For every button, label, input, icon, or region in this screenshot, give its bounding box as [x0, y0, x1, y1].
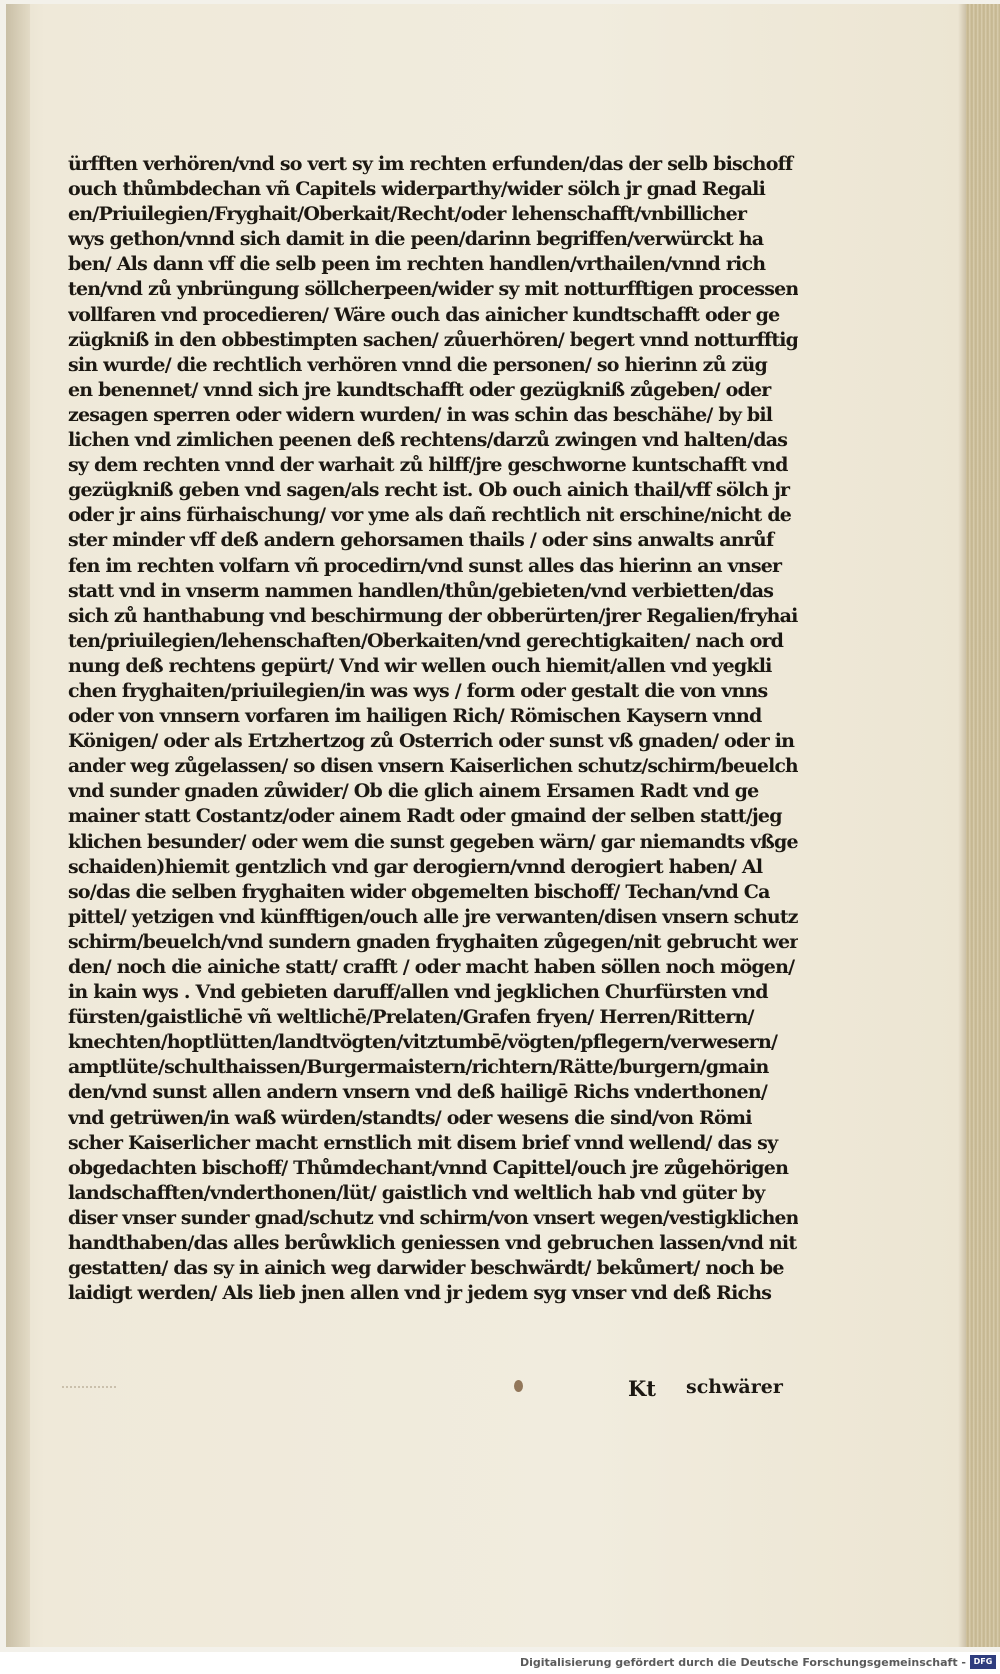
text-line: wys gethon/vnnd sich damit in die peen/darinn begriffen/verwürckt ha: [68, 228, 764, 251]
text-line: in kain wys . Vnd gebieten daruff/allen vnd jegklichen Churfürsten vnd: [68, 981, 768, 1004]
text-line: vnd sunder gnaden zůwider/ Ob die glich ainem Ersamen Radt vnd ge: [68, 780, 759, 803]
text-line: fürsten/gaistlichē vñ weltlichē/Prelaten/Grafen fryen/ Herren/Rittern/: [68, 1006, 754, 1029]
text-line: ten/priuilegien/lehenschaften/Oberkaiten/vnd gerechtigkaiten/ nach ord: [68, 629, 784, 652]
text-line: oder jr ains fürhaischung/ vor yme als dañ rechtlich nit erschine/nicht de: [68, 504, 792, 527]
text-block: [68, 152, 798, 1306]
text-line: ben/ Als dann vff die selb peen im rechten handlen/vrthailen/vnnd rich: [68, 253, 766, 276]
text-line: handthaben/das alles berůwklich geniessen vnd gebruchen lassen/vnd nit: [68, 1232, 797, 1255]
text-line: laidigt werden/ Als lieb jnen allen vnd jr jedem syg vnser vnd deß Richs: [68, 1282, 772, 1305]
text-line: pittel/ yetzigen vnd künfftigen/ouch alle jre verwanten/disen vnsern schutz: [68, 905, 798, 928]
dfg-logo: DFG: [970, 1655, 996, 1669]
catchword: schwärer: [686, 1376, 783, 1398]
book-page: [6, 4, 966, 1647]
text-line: chen fryghaiten/priuilegien/in was wys / form oder gestalt die von vnns: [68, 679, 768, 702]
text-line: fen im rechten volfarn vñ procedirn/vnd sunst alles das hierinn an vnser: [68, 554, 782, 577]
text-line: ster minder vff deß andern gehorsamen thails / oder sins anwalts anrůf: [68, 529, 774, 552]
text-line: sy dem rechten vnnd der warhait zů hilff/jre geschworne kuntschafft vnd: [68, 454, 788, 477]
catchword-row: [6, 1376, 966, 1406]
footer-bar: [0, 1652, 1000, 1674]
text-line: en/Priuilegien/Fryghait/Oberkait/Recht/oder lehenschafft/vnbillicher: [68, 203, 747, 226]
text-line: schirm/beuelch/vnd sundern gnaden fryghaiten zůgegen/nit gebrucht wer: [68, 930, 798, 953]
text-line: obgedachten bischoff/ Thůmdechant/vnnd Capittel/ouch jre zůgehörigen: [68, 1156, 789, 1179]
text-line: en benennet/ vnnd sich jre kundtschafft oder gezügkniß zůgeben/ oder: [68, 378, 771, 401]
text-line: ten/vnd zů ynbrüngung söllcherpeen/wider sy mit notturfftigen processen: [68, 278, 798, 301]
text-line: ouch thůmbdechan vñ Capitels widerparthy/wider sölch jr gnad Regali: [68, 178, 765, 201]
text-line: ander weg zůgelassen/ so disen vnsern Kaiserlichen schutz/schirm/beuelch: [68, 755, 798, 778]
text-line: ürfften verhören/vnd so vert sy im rechten erfunden/das der selb bischoff: [68, 153, 793, 175]
text-line: lichen vnd zimlichen peenen deß rechtens/darzů zwingen vnd halten/das: [68, 429, 788, 452]
text-line: oder von vnnsern vorfaren im hailigen Rich/ Römischen Kaysern vnnd: [68, 705, 762, 728]
text-line: vollfaren vnd procedieren/ Wäre ouch das ainicher kundtschafft oder ge: [68, 303, 780, 326]
text-line: landschafften/vnderthonen/lüt/ gaistlich vnd weltlich hab vnd güter by: [68, 1181, 765, 1204]
text-line: sich zů hanthabung vnd beschirmung der obberürten/jrer Regalien/fryhai: [68, 604, 798, 627]
text-line: so/das die selben fryghaiten wider obgemelten bischoff/ Techan/vnd Ca: [68, 880, 770, 903]
text-line: mainer statt Costantz/oder ainem Radt oder gmaind der selben statt/jeg: [68, 805, 782, 828]
text-line: den/ noch die ainiche statt/ crafft / oder macht haben söllen noch mögen/: [68, 956, 795, 978]
text-line: den/vnd sunst allen andern vnsern vnd deß hailigē Richs vnderthonen/: [68, 1081, 767, 1104]
text-line: gezügkniß geben vnd sagen/als recht ist. Ob ouch ainich thail/vff sölch jr: [68, 479, 790, 502]
text-line: vnd getrüwen/in waß würden/standts/ oder wesens die sind/von Römi: [68, 1106, 752, 1129]
text-line: knechten/hoptlütten/landtvögten/vitztumbē/vögten/pflegern/verwesern/: [68, 1031, 778, 1054]
text-line: gestatten/ das sy in ainich weg darwider beschwärdt/ bekůmert/ noch be: [68, 1257, 784, 1280]
text-line: diser vnser sunder gnad/schutz vnd schirm/von vnsert wegen/vestigklichen: [68, 1206, 798, 1229]
funding-credit: Digitalisierung gefördert durch die Deutsche Forschungsgemeinschaft -: [519, 1656, 966, 1669]
page-fore-edge: [966, 4, 1000, 1647]
text-line: klichen besunder/ oder wem die sunst gegeben wärn/ gar niemandts vßge: [68, 830, 798, 853]
text-line: zesagen sperren oder widern wurden/ in was schin das beschähe/ by bil: [68, 403, 773, 426]
text-line: statt vnd in vnserm nammen handlen/thůn/gebieten/vnd verbietten/das: [68, 579, 774, 602]
text-line: nung deß rechtens gepürt/ Vnd wir wellen ouch hiemit/allen vnd yegkli: [68, 654, 772, 677]
text-line: Königen/ oder als Ertzhertzog zů Osterrich oder sunst vß gnaden/ oder in: [68, 730, 795, 753]
text-line: zügkniß in den obbestimpten sachen/ zůuerhören/ begert vnnd notturfftig: [68, 328, 798, 351]
text-line: amptlüte/schulthaissen/Burgermaistern/richtern/Rätte/burgern/gmain: [68, 1056, 769, 1079]
text-line: sin wurde/ die rechtlich verhören vnnd die personen/ so hierinn zů züg: [68, 353, 767, 376]
text-line: scher Kaiserlicher macht ernstlich mit disem brief vnnd wellend/ das sy: [68, 1131, 778, 1154]
signature-mark: Kt: [628, 1376, 656, 1401]
text-line: schaiden)hiemit gentzlich vnd gar derogiern/vnnd derogiert haben/ Al: [68, 855, 763, 878]
